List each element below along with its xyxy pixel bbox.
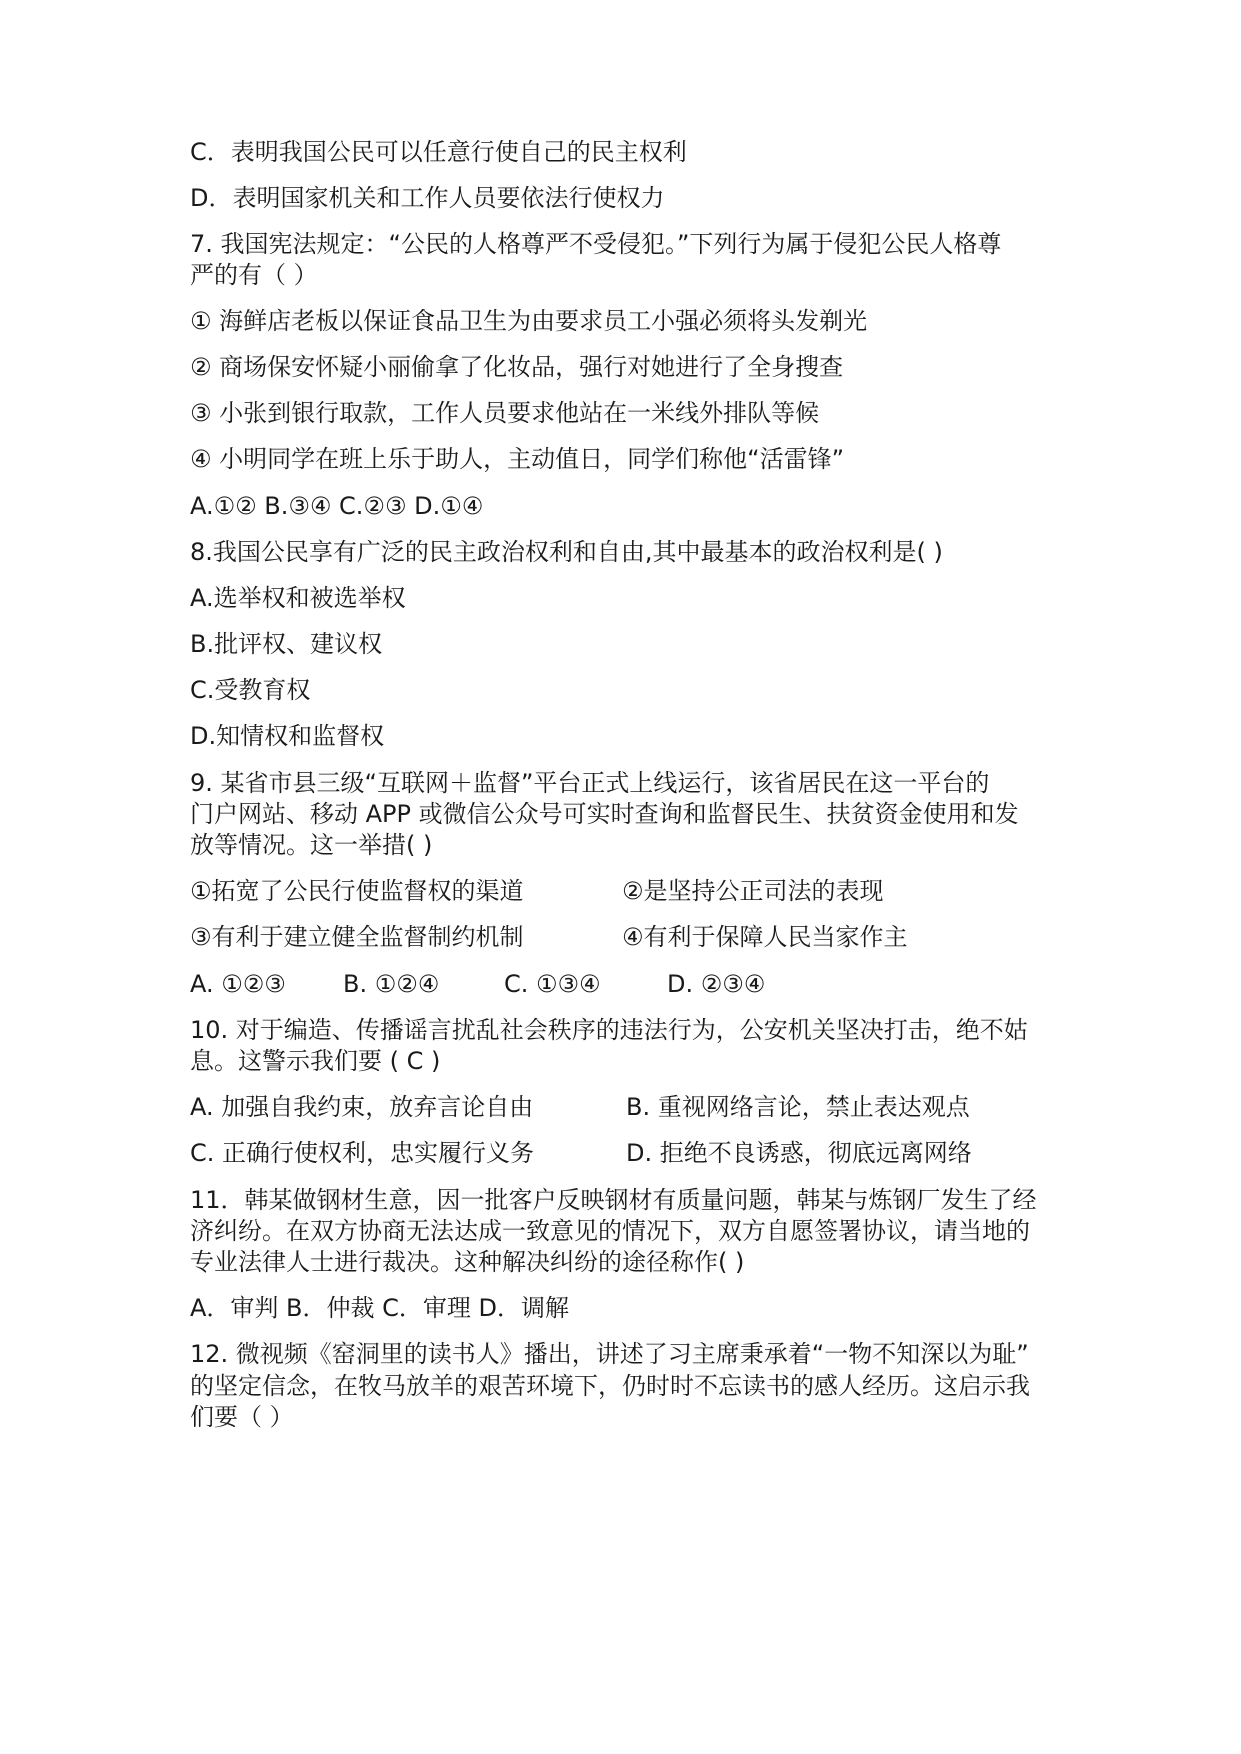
q10-option-a: A. 加强自我约束，放弃言论自由 xyxy=(190,1093,534,1121)
q9-stem-line-1: 9. 某省市县三级“互联网＋监督”平台正式上线运行，该省居民在这一平台的 xyxy=(190,769,990,797)
q10-option-d: D. 拒绝不良诱惑，彻底远离网络 xyxy=(626,1139,972,1167)
q9-items-row-1 xyxy=(190,876,1090,906)
q9-stem-line-3: 放等情况。这一举措( ) xyxy=(190,831,433,859)
q8-stem: 8.我国公民享有广泛的民主政治权利和自由,其中最基本的政治权利是( ) xyxy=(190,538,943,566)
q11-stem-line-1: 11．韩某做钢材生意，因一批客户反映钢材有质量问题，韩某与炼钢厂发生了经 xyxy=(190,1186,1037,1214)
q9-option-d: D. ②③④ xyxy=(667,970,766,998)
q10-option-b: B. 重视网络言论，禁止表达观点 xyxy=(626,1093,970,1121)
q12-stem-line-2: 的坚定信念，在牧马放羊的艰苦环境下，仍时时不忘读书的感人经历。这启示我 xyxy=(190,1372,1030,1400)
q9-options xyxy=(190,969,1090,999)
q8-option-c: C.受教育权 xyxy=(190,676,311,704)
q7-stem-line-2: 严的有（ ） xyxy=(190,261,318,289)
q9-item-4: ④有利于保障人民当家作主 xyxy=(622,923,908,951)
q7-item-3: ③ 小张到银行取款，工作人员要求他站在一米线外排队等候 xyxy=(190,399,820,427)
q6-option-c: C．表明我国公民可以任意行使自己的民主权利 xyxy=(190,138,687,166)
q9-stem-line-2: 门户网站、移动 APP 或微信公众号可实时查询和监督民生、扶贫资金使用和发 xyxy=(190,800,1019,828)
q9-option-c: C. ①③④ xyxy=(504,970,601,998)
q8-option-d: D.知情权和监督权 xyxy=(190,722,385,750)
q7-stem-line-1: 7. 我国宪法规定：“公民的人格尊严不受侵犯。”下列行为属于侵犯公民人格尊 xyxy=(190,230,1002,258)
q10-options-row-2 xyxy=(190,1138,1090,1168)
q11-stem-line-2: 济纠纷。在双方协商无法达成一致意见的情况下，双方自愿签署协议，请当地的 xyxy=(190,1217,1030,1245)
q10-option-c: C. 正确行使权利，忠实履行义务 xyxy=(190,1139,535,1167)
q9-option-b: B. ①②④ xyxy=(343,970,440,998)
q9-option-a: A. ①②③ xyxy=(190,970,286,998)
q9-items-row-2 xyxy=(190,922,1090,952)
q7-item-4: ④ 小明同学在班上乐于助人，主动值日，同学们称他“活雷锋” xyxy=(190,445,845,473)
q11-stem-line-3: 专业法律人士进行裁决。这种解决纠纷的途径称作( ) xyxy=(190,1248,745,1276)
q7-item-2: ② 商场保安怀疑小丽偷拿了化妆品，强行对她进行了全身搜查 xyxy=(190,353,844,381)
q10-options-row-1 xyxy=(190,1092,1090,1122)
q8-option-a: A.选举权和被选举权 xyxy=(190,584,406,612)
q10-stem-line-2: 息。这警示我们要 ( C ) xyxy=(190,1047,441,1075)
q10-stem-line-1: 10. 对于编造、传播谣言扰乱社会秩序的违法行为，公安机关坚决打击，绝不姑 xyxy=(190,1016,1028,1044)
q6-option-d: D．表明国家机关和工作人员要依法行使权力 xyxy=(190,184,665,212)
q11-options: A．审判 B．仲裁 C．审理 D．调解 xyxy=(190,1294,570,1322)
q8-option-b: B.批评权、建议权 xyxy=(190,630,383,658)
q9-item-3: ③有利于建立健全监督制约机制 xyxy=(190,923,524,951)
q9-item-1: ①拓宽了公民行使监督权的渠道 xyxy=(190,877,524,905)
q12-stem-line-3: 们要（ ） xyxy=(190,1403,294,1431)
q7-item-1: ① 海鲜店老板以保证食品卫生为由要求员工小强必须将头发剃光 xyxy=(190,307,868,335)
q12-stem-line-1: 12. 微视频《窑洞里的读书人》播出，讲述了习主席秉承着“一物不知深以为耻” xyxy=(190,1340,1029,1368)
q9-item-2: ②是坚持公正司法的表现 xyxy=(622,877,884,905)
q7-options: A.①② B.③④ C.②③ D.①④ xyxy=(190,492,484,520)
